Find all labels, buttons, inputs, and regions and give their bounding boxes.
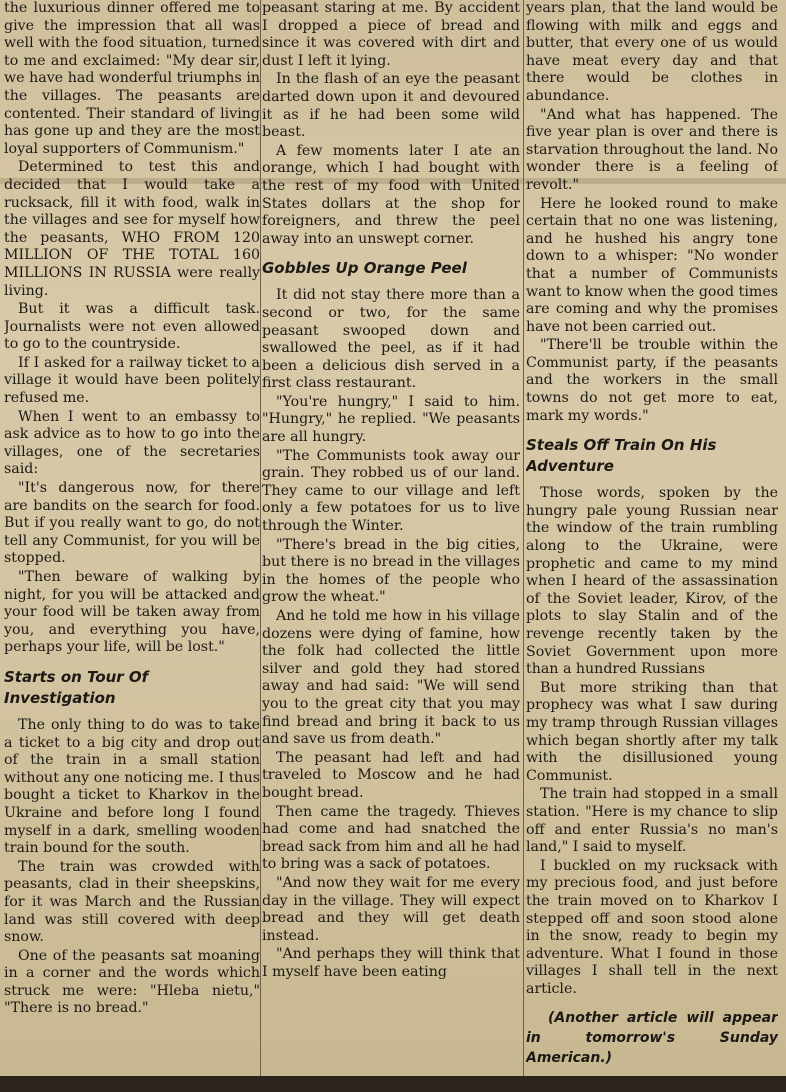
paragraph: If I asked for a railway ticket to a village it would have been politely refused me. (4, 354, 260, 407)
column-rule (260, 0, 261, 1092)
paragraph: years plan, that the land would be flowing with milk and eggs and butter, that every one of us would have meat every day and that there would be clothes in abundance. (526, 0, 778, 104)
paragraph: the luxurious dinner offered me to give the impression that all was well with the food situation, turned to me and exclaimed: "My dear sir, we have had wonderful triumphs in the villages. The peasants are contented. Their standard of living has gone up and they are the most loyal supporters of Communism." (4, 0, 260, 157)
paragraph: I buckled on my rucksack with my precious food, and just before the train moved on to Kharkov I stepped off and soon stood alone in the snow, ready to begin my adventure. What I found in those villages I shall tell in the next article. (526, 857, 778, 997)
paragraph: One of the peasants sat moaning in a corner and the words which struck me were: "Hleba nietu," "There is no bread." (4, 947, 260, 1017)
paragraph: "Then beware of walking by night, for you will be attacked and your food will be taken away from you, and everything you have, perhaps your life, will be lost." (4, 569, 260, 656)
paragraph: But it was a difficult task. Journalists were not even allowed to go to the countryside. (4, 301, 260, 353)
column-2 (262, 0, 520, 1092)
paragraph: peasant staring at me. By accident I dropped a piece of bread and since it was covered with dirt and dust I left it lying. (262, 0, 520, 69)
paragraph: In the flash of an eye the peasant darted down upon it and devoured it as if he had been some wild beast. (262, 71, 520, 141)
paragraph: The only thing to do was to take a ticket to a big city and drop out of the train in a small station without any one noticing me. I thus bought a ticket to Kharkov in the Ukraine and before long I found myself in a dark, smelling wooden train bound for the south. (4, 716, 260, 857)
column-3 (526, 0, 778, 1092)
paragraph: Those words, spoken by the hungry pale young Russian near the window of the train rumbling along to the Ukraine, were prophetic and came to my mind when I heard of the assassination of the Soviet leader, Kirov, of the plots to slay Stalin and of the revenge recently taken by the Soviet Government upon more than a hundred Russians (526, 485, 778, 678)
paragraph: But more striking than that prophecy was what I saw during my tramp through Russian villages which began shortly after my talk with the disillusioned young Communist. (526, 679, 778, 784)
paragraph: The peasant had left and had traveled to Moscow and he had bought bread. (262, 749, 520, 801)
subheading: Gobbles Up Orange Peel (262, 259, 467, 278)
paragraph: "And what has happened. The five year plan is over and there is starvation throughout the land. No wonder there is a feeling of revolt." (526, 106, 778, 193)
paragraph: "It's dangerous now, for there are bandits on the search for food. But if you really want to go, do not tell any Communist, for you will be stopped. (4, 480, 260, 567)
paragraph: When I went to an embassy to ask advice as to how to go into the villages, one of the secretaries said: (4, 408, 260, 478)
paragraph: The train had stopped in a small station. "Here is my chance to slip off and enter Russia's no man's land," I said to myself. (526, 786, 778, 856)
subheading: Starts on Tour Of Investigation (4, 667, 149, 707)
paragraph: "And perhaps they will think that I myself have been eating (262, 946, 520, 980)
paragraph: Here he looked round to make certain that no one was listening, and he hushed his angry tone down to a whisper: "No wonder that a number of Communists want to know when the good times are coming and why the promises have not been carried out. (526, 195, 778, 335)
paragraph: And he told me how in his village dozens were dying of famine, how the folk had collected the little silver and gold they had stored away and had said: "We will send you to the great city that you may find bread and bring it back to us and save us from death." (262, 608, 520, 748)
table-surface (0, 1076, 786, 1092)
next-article-note: (Another article will appear in tomorrow's Sunday American.) (526, 1010, 778, 1067)
subheading: Steals Off Train On His Adventure (526, 436, 717, 476)
paragraph: It did not stay there more than a second or two, for the same peasant swooped down and swallowed the peel, as if it had been a delicious dish served in a first class restaurant. (262, 287, 520, 392)
paragraph: "You're hungry," I said to him. "Hungry," he replied. "We peasants are all hungry. (262, 393, 520, 446)
column-1 (4, 0, 260, 1092)
paragraph: The train was crowded with peasants, clad in their sheepskins, for it was March and the Russian land was still covered with deep snow. (4, 858, 260, 946)
paragraph: "There'll be trouble within the Communist party, if the peasants and the workers in the small towns do not get more to eat, mark my words." (526, 337, 778, 424)
paragraph: "There's bread in the big cities, but there is no bread in the villages in the homes of the people who grow the wheat." (262, 536, 520, 606)
column-rule (523, 0, 524, 1092)
paragraph: A few moments later I ate an orange, which I had bought with the rest of my food with United States dollars at the shop for foreigners, and threw the peel away into an unswept corner. (262, 142, 520, 247)
paragraph: Determined to test this and decided that I would take a rucksack, fill it with food, walk in the villages and see for myself how the peasants, WHO FROM 120 MILLION OF THE TOTAL 160 MILLIONS IN RUSSIA were really living. (4, 159, 260, 299)
paragraph: "The Communists took away our grain. They robbed us of our land. They came to our village and left only a few potatoes for us to live through the Winter. (262, 447, 520, 535)
paragraph: "And now they wait for me every day in the village. They will expect bread and they will get death instead. (262, 874, 520, 944)
paragraph: Then came the tragedy. Thieves had come and had snatched the bread sack from him and all he had to bring was a sack of potatoes. (262, 803, 520, 873)
